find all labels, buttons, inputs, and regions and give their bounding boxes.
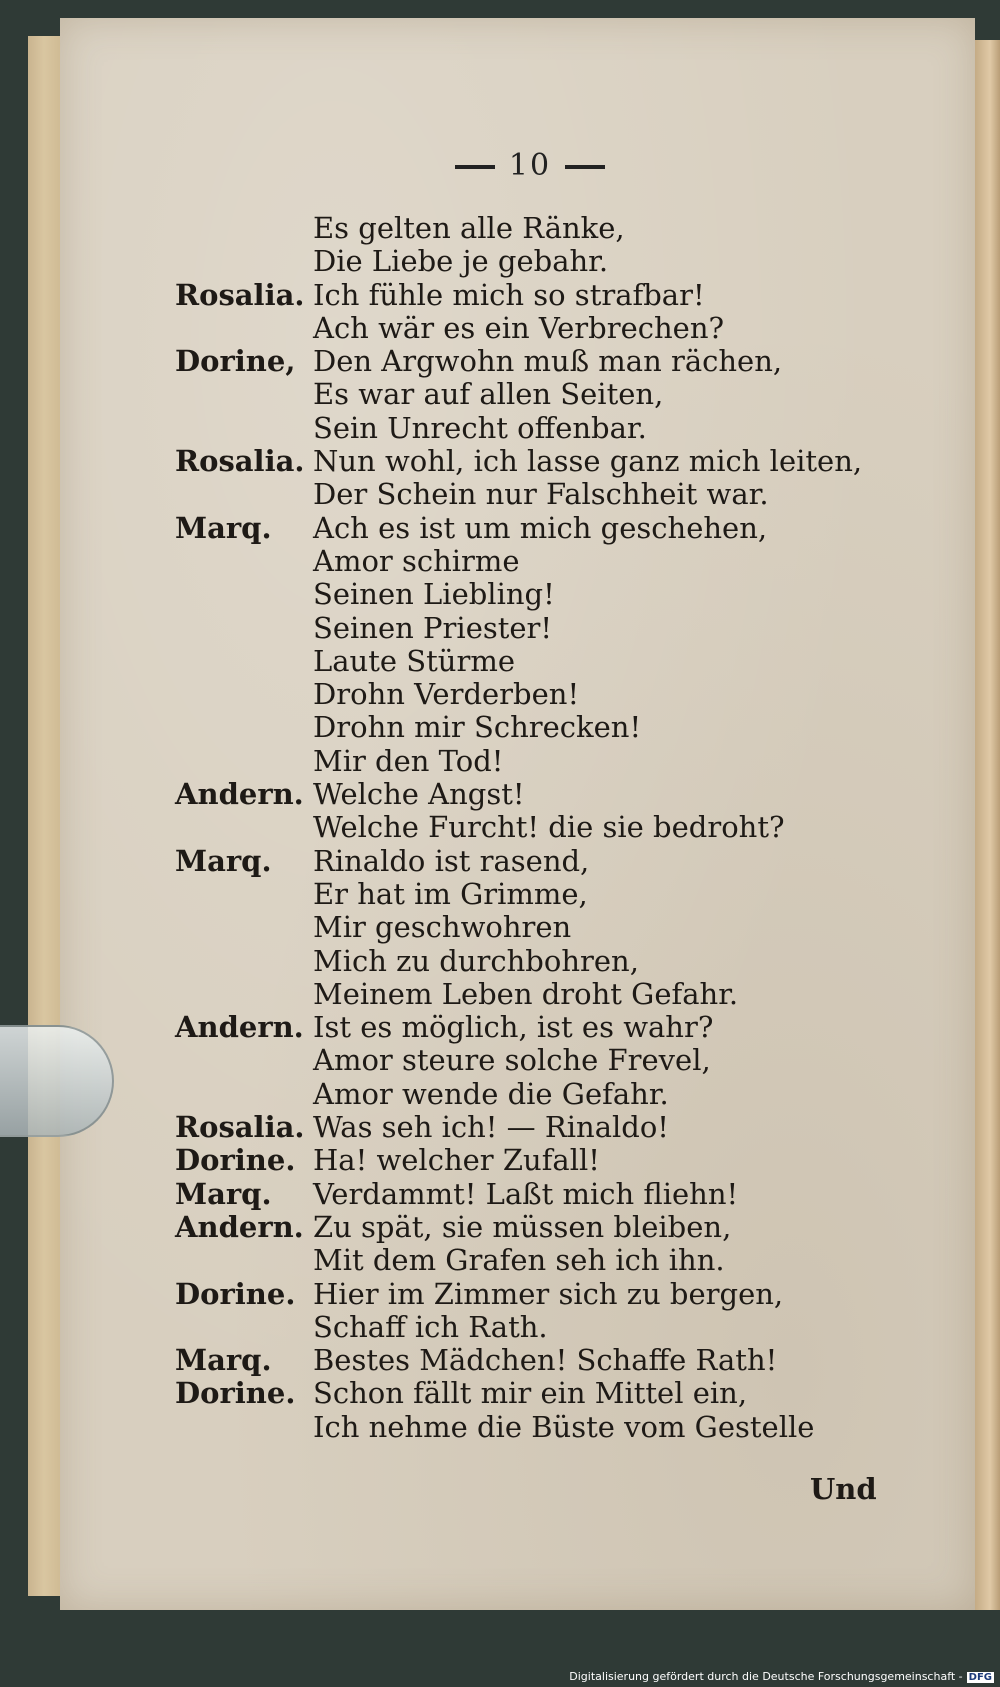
- verse-line: [175, 1211, 895, 1244]
- verse-text: Mir geschwohren: [313, 910, 572, 945]
- page-number-header: [420, 148, 640, 183]
- verse-line: [175, 545, 895, 578]
- dfg-logo: DFG: [968, 1672, 992, 1683]
- verse-text: Verdammt! Laßt mich fliehn!: [313, 1176, 739, 1211]
- verse-text: Sein Unrecht offenbar.: [313, 410, 647, 445]
- verse-line: [175, 1344, 895, 1377]
- verse-line: [175, 212, 895, 245]
- page-number: 10: [508, 148, 552, 183]
- verse-line: [175, 345, 895, 378]
- catchword: Und: [810, 1472, 877, 1506]
- verse-text: Seinen Priester!: [313, 610, 553, 645]
- facing-page-edge: [975, 40, 1000, 1610]
- digitization-credit: [569, 1670, 994, 1683]
- verse-text: Bestes Mädchen! Schaffe Rath!: [313, 1343, 778, 1378]
- verse-line: [175, 978, 895, 1011]
- verse-line: [175, 478, 895, 511]
- verse-line: [175, 1411, 895, 1444]
- verse-line: [175, 1377, 895, 1410]
- speaker-name: Andern.: [175, 1010, 304, 1045]
- verse-text: Den Argwohn muß man rächen,: [313, 344, 783, 379]
- speaker-name: Marq.: [175, 510, 272, 545]
- verse-line: [175, 512, 895, 545]
- verse-text: Ach wär es ein Verbrechen?: [313, 310, 725, 345]
- speaker-name: Dorine.: [175, 1143, 296, 1178]
- verse-line: [175, 1111, 895, 1144]
- verse-line: [175, 412, 895, 445]
- verse-text: Schaff ich Rath.: [313, 1309, 548, 1344]
- verse-line: [175, 878, 895, 911]
- verse-text: Hier im Zimmer sich zu bergen,: [313, 1276, 784, 1311]
- verse-text: Seinen Liebling!: [313, 577, 555, 612]
- verse-text: Laute Stürme: [313, 643, 515, 678]
- verse-text: Ist es möglich, ist es wahr?: [313, 1010, 714, 1045]
- verse-text: Er hat im Grimme,: [313, 876, 588, 911]
- verse-text: Mich zu durchbohren,: [313, 943, 639, 978]
- speaker-name: Marq.: [175, 843, 272, 878]
- folio-dash-right: [565, 165, 605, 169]
- verse-text: Nun wohl, ich lasse ganz mich leiten,: [313, 444, 863, 479]
- verse-line: [175, 1244, 895, 1277]
- verse-line: [175, 445, 895, 478]
- page-clip: [0, 1025, 114, 1137]
- verse-line: [175, 678, 895, 711]
- speaker-name: Dorine.: [175, 1276, 296, 1311]
- verse-line: [175, 279, 895, 312]
- verse-line: [175, 1178, 895, 1211]
- speaker-name: Rosalia.: [175, 277, 305, 312]
- verse-line: [175, 711, 895, 744]
- verse-text: Meinem Leben droht Gefahr.: [313, 976, 739, 1011]
- verse-text: Ich fühle mich so strafbar!: [313, 277, 705, 312]
- verse-line: [175, 811, 895, 844]
- verse-text: Ich nehme die Büste vom Gestelle: [313, 1409, 815, 1444]
- verse-text: Amor steure solche Frevel,: [313, 1043, 711, 1078]
- speaker-name: Dorine.: [175, 1376, 296, 1411]
- verse-line: [175, 378, 895, 411]
- verse-text: Was seh ich! — Rinaldo!: [313, 1110, 669, 1145]
- verse-line: [175, 245, 895, 278]
- verse-text: Amor wende die Gefahr.: [313, 1076, 669, 1111]
- verse-text: Zu spät, sie müssen bleiben,: [313, 1209, 732, 1244]
- speaker-name: Rosalia.: [175, 1110, 305, 1145]
- verse-line: [175, 1044, 895, 1077]
- verse-line: [175, 1011, 895, 1044]
- verse-line: [175, 1144, 895, 1177]
- speaker-name: Marq.: [175, 1343, 272, 1378]
- folio-dash-left: [455, 165, 495, 169]
- verse-text: Mit dem Grafen seh ich ihn.: [313, 1243, 725, 1278]
- verse-line: [175, 612, 895, 645]
- verse-text: Welche Furcht! die sie bedroht?: [313, 810, 785, 845]
- verse-text: Mir den Tod!: [313, 743, 504, 778]
- verse-line: [175, 745, 895, 778]
- speaker-name: Rosalia.: [175, 444, 305, 479]
- verse-line: [175, 911, 895, 944]
- verse-line: [175, 945, 895, 978]
- verse-line: [175, 1078, 895, 1111]
- verse-line: [175, 645, 895, 678]
- speaker-name: Dorine,: [175, 344, 296, 379]
- speaker-name: Marq.: [175, 1176, 272, 1211]
- speaker-name: Andern.: [175, 1209, 304, 1244]
- verse-text: Ach es ist um mich geschehen,: [313, 510, 768, 545]
- verse-text: Schon fällt mir ein Mittel ein,: [313, 1376, 748, 1411]
- verse-text: Amor schirme: [313, 543, 520, 578]
- verse-text: Rinaldo ist rasend,: [313, 843, 590, 878]
- verse-text: Die Liebe je gebahr.: [313, 244, 609, 279]
- verse-line: [175, 1278, 895, 1311]
- verse-text: Der Schein nur Falschheit war.: [313, 477, 769, 512]
- libretto-text: [175, 212, 895, 1444]
- verse-text: Drohn Verderben!: [313, 677, 580, 712]
- credit-text: Digitalisierung gefördert durch die Deutsche Forschungsgemeinschaft -: [569, 1670, 963, 1683]
- verse-line: [175, 578, 895, 611]
- verse-text: Es war auf allen Seiten,: [313, 377, 664, 412]
- verse-text: Es gelten alle Ränke,: [313, 211, 625, 245]
- verse-line: [175, 778, 895, 811]
- verse-text: Ha! welcher Zufall!: [313, 1143, 600, 1178]
- verse-text: Drohn mir Schrecken!: [313, 710, 642, 745]
- verse-line: [175, 312, 895, 345]
- verse-text: Welche Angst!: [313, 777, 525, 812]
- verse-line: [175, 845, 895, 878]
- verse-line: [175, 1311, 895, 1344]
- speaker-name: Andern.: [175, 777, 304, 812]
